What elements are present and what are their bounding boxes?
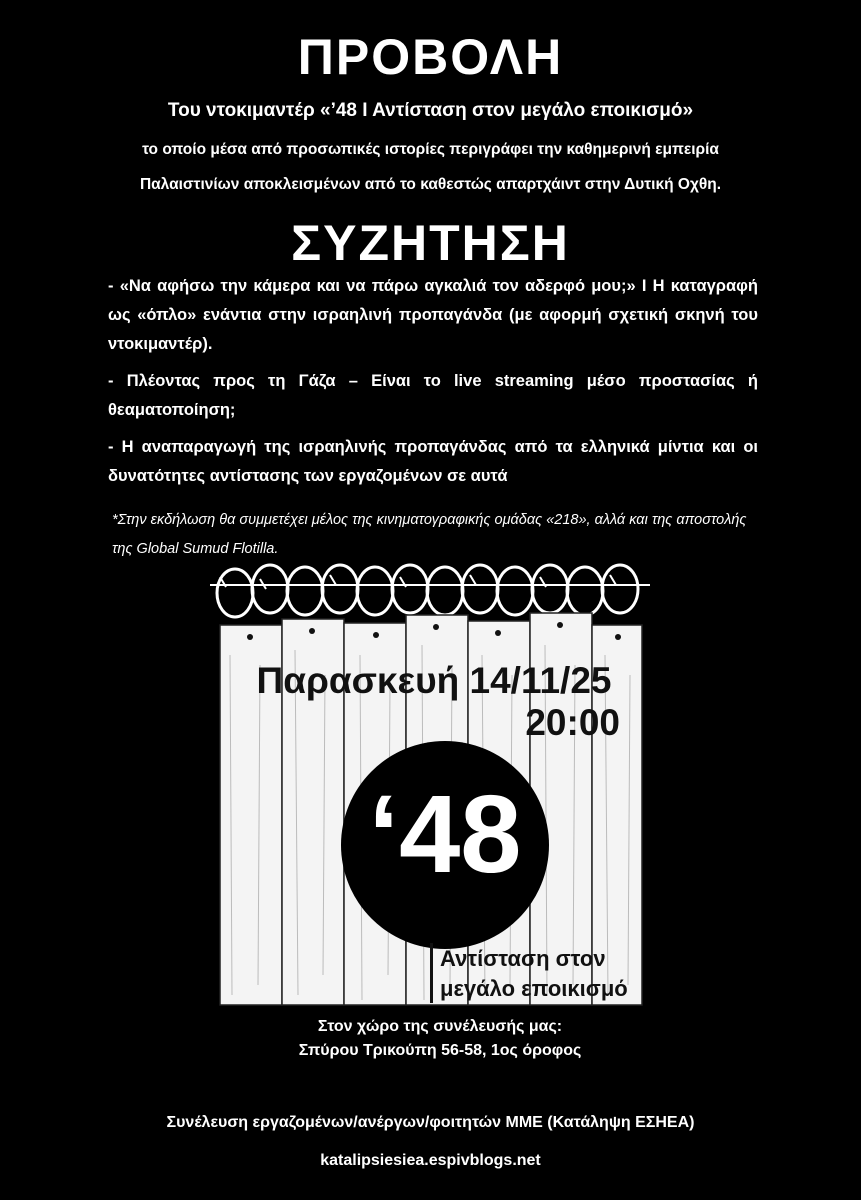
discussion-topics-list [108,272,758,499]
screening-heading: ΠΡΟΒΟΛΗ [297,29,564,85]
caption-divider [430,943,433,1003]
event-time: 20:00 [525,702,620,743]
film-caption-line-1: Αντίσταση στον [440,946,606,971]
discussion-topic-1: - «Να αφήσω την κάμερα και να πάρω αγκαλιά τον αδερφό μου;» Ι Η καταγραφή ως «όπλο» ενάντια στην ισραηλινή προπαγάνδα (με αφορμή σχετική σκηνή του ντοκιμαντέρ). [108,277,758,353]
venue-address: Σπύρου Τρικούπη 56-58, 1ος όροφος [298,1042,582,1059]
venue-intro: Στον χώρο της συνέλευσής μας: [317,1018,563,1035]
barbed-wire-icon [210,565,650,617]
organizer-name: Συνέλευση εργαζομένων/ανέργων/φοιτητών ΜΜΕ (Κατάληψη ΕΣΗΕΑ) [166,1114,695,1131]
organizer-website-link[interactable]: katalipsiesiea.espivblogs.net [320,1152,541,1169]
screening-description-line-1: το οποίο μέσα από προσωπικές ιστορίες περιγράφει την καθημερινή εμπειρία [142,141,719,158]
discussion-topic-3: - Η αναπαραγωγή της ισραηλινής προπαγάνδας από τα ελληνικά μίντια και οι δυνατότητες αντίστασης των εργαζομένων σε αυτά [108,438,758,485]
screening-subtitle: Του ντοκιμαντέρ «’48 Ι Αντίσταση στον μεγάλο εποικισμό» [167,100,694,121]
film-logo-48: ‘48 [368,773,522,896]
discussion-heading: ΣΥΖΗΤΗΣΗ [291,215,570,271]
discussion-topic-2: - Πλέοντας προς τη Γάζα – Είναι το live streaming μέσο προστασίας ή θεαματοποίηση; [108,372,758,419]
event-date: Παρασκευή 14/11/25 [256,660,612,701]
film-caption [440,944,628,1004]
screening-description-line-2: Παλαιστινίων αποκλεισμένων από το καθεστώς απαρτχάιντ στην Δυτική Οχθη. [139,176,722,193]
participants-note: *Στην εκδήλωση θα συμμετέχει μέλος της κινηματογραφικής ομάδας «218», αλλά και της αποστολής της Global Sumud Flotilla. [112,512,747,557]
film-caption-line-2: μεγάλο εποικισμό [440,976,628,1001]
